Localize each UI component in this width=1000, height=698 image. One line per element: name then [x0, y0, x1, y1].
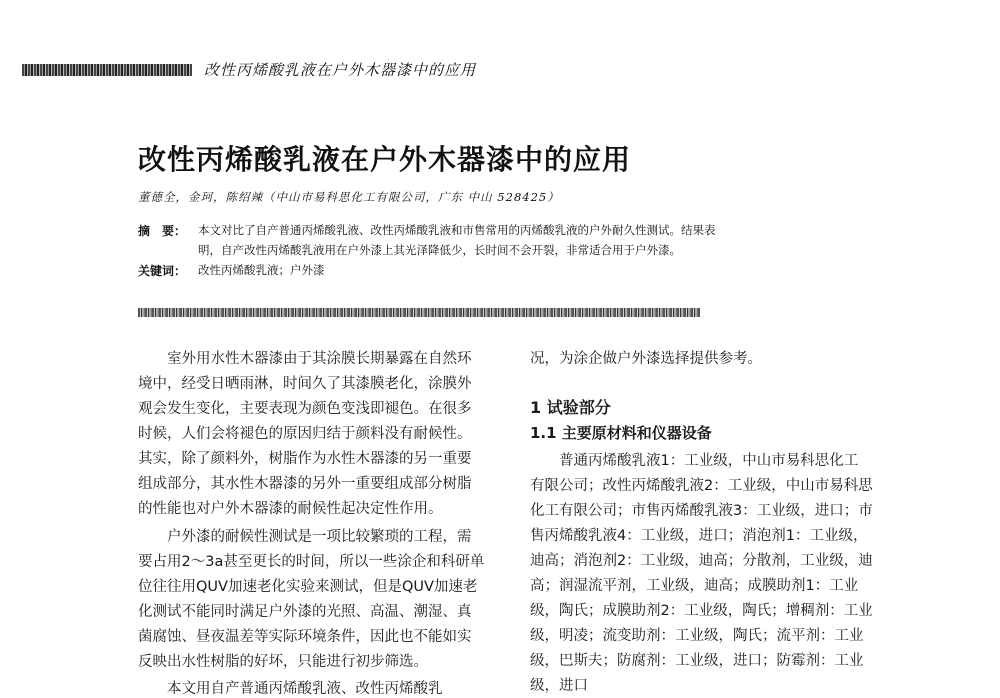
keywords-text: 改性丙烯酸乳液；户外漆 — [198, 263, 325, 277]
left-line: 户外漆的耐候性测试是一项比较繁琐的工程，需 — [138, 529, 472, 545]
right-line: 级，进口 — [530, 678, 588, 694]
running-header-title: 改性丙烯酸乳液在户外木器漆中的应用 — [204, 61, 477, 79]
abstract-line-1: 本文对比了自产普通丙烯酸乳液、改性丙烯酸乳液和市售常用的丙烯酸乳液的户外耐久性测试。结果表 — [198, 223, 716, 237]
left-line: 境中，经受日晒雨淋，时间久了其漆膜老化，涂膜外 — [138, 376, 472, 392]
abstract-line-2: 明，自产改性丙烯酸乳液用在户外漆上其光泽降低少，长时间不会开裂，非常适合用于户外漆。 — [198, 243, 681, 257]
right-line: 普通丙烯酸乳液1：工业级，中山市易科思化工 — [530, 453, 859, 469]
left-line: 其实，除了颜料外，树脂作为水性木器漆的另一重要 — [138, 451, 472, 467]
section-heading: 1 试验部分 — [530, 398, 611, 417]
right-line: 售丙烯酸乳液4：工业级，进口；消泡剂1：工业级， — [530, 528, 868, 544]
left-line: 本文用自产普通丙烯酸乳液、改性丙烯酸乳 — [138, 681, 443, 697]
left-line: 化测试不能同时满足户外漆的光照、高温、潮湿、真 — [138, 604, 472, 620]
left-line: 位往往用QUV加速老化实验来测试，但是QUV加速老 — [138, 579, 478, 595]
right-line: 级，明凌；流变助剂：工业级，陶氏；流平剂：工业 — [530, 628, 864, 644]
left-line: 观会发生变化，主要表现为颜色变浅即褪色。在很多 — [138, 401, 472, 417]
left-line: 菌腐蚀、昼夜温差等实际环境条件，因此也不能如实 — [138, 629, 472, 645]
right-line: 迪高；消泡剂2：工业级，迪高；分散剂，工业级，迪 — [530, 553, 873, 569]
right-line: 化工有限公司；市售丙烯酸乳液3：工业级，进口；市 — [530, 503, 873, 519]
right-line: 高；润湿流平剂，工业级，迪高；成膜助剂1：工业 — [530, 578, 859, 594]
right-line: 有限公司；改性丙烯酸乳液2：工业级，中山市易科思 — [530, 478, 873, 494]
right-intro-line: 况，为涂企做户外漆选择提供参考。 — [530, 351, 762, 367]
article-title: 改性丙烯酸乳液在户外木器漆中的应用 — [138, 143, 632, 176]
subsection-heading: 1.1 主要原材料和仪器设备 — [530, 424, 712, 442]
section-separator-bar — [138, 308, 700, 317]
left-line: 组成部分，其水性木器漆的另外一重要组成部分树脂 — [138, 476, 472, 492]
article-authors: 董德全，金珂，陈绍辣（中山市易科思化工有限公司，广东 中山 528425） — [138, 190, 560, 204]
left-line: 要占用2～3a甚至更长的时间，所以一些涂企和科研单 — [138, 554, 485, 570]
left-line: 时候，人们会将褪色的原因归结于颜料没有耐候性。 — [138, 426, 472, 442]
left-line: 室外用水性木器漆由于其涂膜长期暴露在自然环 — [138, 351, 472, 367]
left-line: 反映出水性树脂的好坏，只能进行初步筛选。 — [138, 654, 428, 670]
right-line: 级，陶氏；成膜助剂2：工业级，陶氏；增稠剂：工业 — [530, 603, 873, 619]
keywords-label: 关键词： — [138, 264, 187, 278]
abstract-label: 摘 要： — [138, 224, 187, 238]
left-line: 的性能也对户外木器漆的耐候性起决定性作用。 — [138, 501, 443, 517]
right-line: 级，巴斯夫；防腐剂：工业级，进口；防霉剂：工业 — [530, 653, 864, 669]
header-pattern-bar — [22, 64, 192, 76]
